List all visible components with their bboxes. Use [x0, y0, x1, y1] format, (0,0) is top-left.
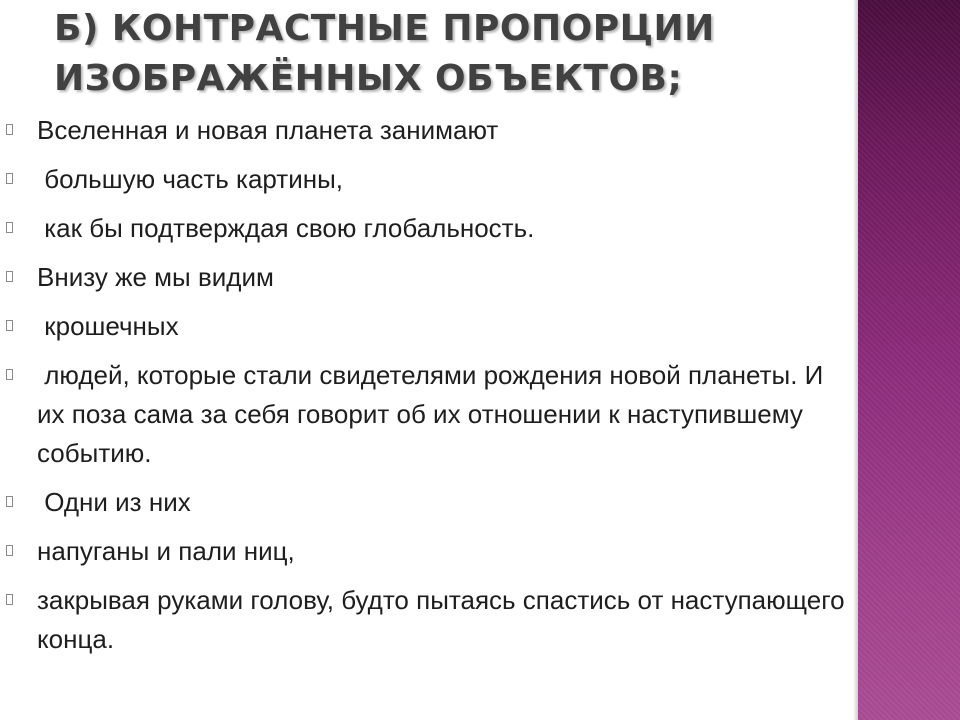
bullet-marker-icon: [6, 545, 13, 556]
bullet-item: [0, 160, 850, 199]
bullet-item: [0, 307, 850, 346]
slide-title-line-2: ИЗОБРАЖЁННЫХ ОБЪЕКТОВ;: [54, 58, 683, 99]
bullet-marker-icon: [6, 173, 13, 184]
bullet-text: Внизу же мы видим: [37, 262, 274, 292]
bullet-text: напуганы и пали ниц,: [37, 536, 295, 566]
bullet-item: [0, 111, 850, 150]
bullet-marker-icon: [6, 222, 13, 233]
bullet-marker-icon: [6, 594, 13, 605]
bullet-item: [0, 483, 850, 522]
bullet-text: как бы подтверждая свою глобальность.: [37, 213, 535, 243]
bullet-marker-icon: [6, 496, 13, 507]
slide-title: [54, 4, 844, 104]
bullet-text: людей, которые стали свидетелями рождения новой планеты. И их поза сама за себя говорит об их отношении к наступившему событию.: [37, 360, 831, 468]
bullet-marker-icon: [6, 320, 13, 331]
slide-title-line-1: Б) КОНТРАСТНЫЕ ПРОПОРЦИИ: [54, 8, 715, 49]
bullet-text: крошечных: [37, 311, 179, 341]
bullet-item: [0, 532, 850, 571]
bullet-text: закрывая руками голову, будто пытаясь спастись от наступающего конца.: [37, 585, 852, 654]
bullet-item: [0, 258, 850, 297]
bullet-marker-icon: [6, 271, 13, 282]
bullet-text: Вселенная и новая планета занимают: [37, 115, 499, 145]
bullet-marker-icon: [6, 369, 13, 380]
bullet-item: [0, 209, 850, 248]
side-band-edge: [853, 0, 858, 720]
bullet-item: [0, 356, 850, 473]
decorative-side-band: [858, 0, 960, 720]
bullet-text: Одни из них: [37, 487, 191, 517]
bullet-marker-icon: [6, 124, 13, 135]
bullet-text: большую часть картины,: [37, 164, 343, 194]
bullet-item: [0, 581, 850, 659]
bullet-list: [0, 111, 850, 669]
